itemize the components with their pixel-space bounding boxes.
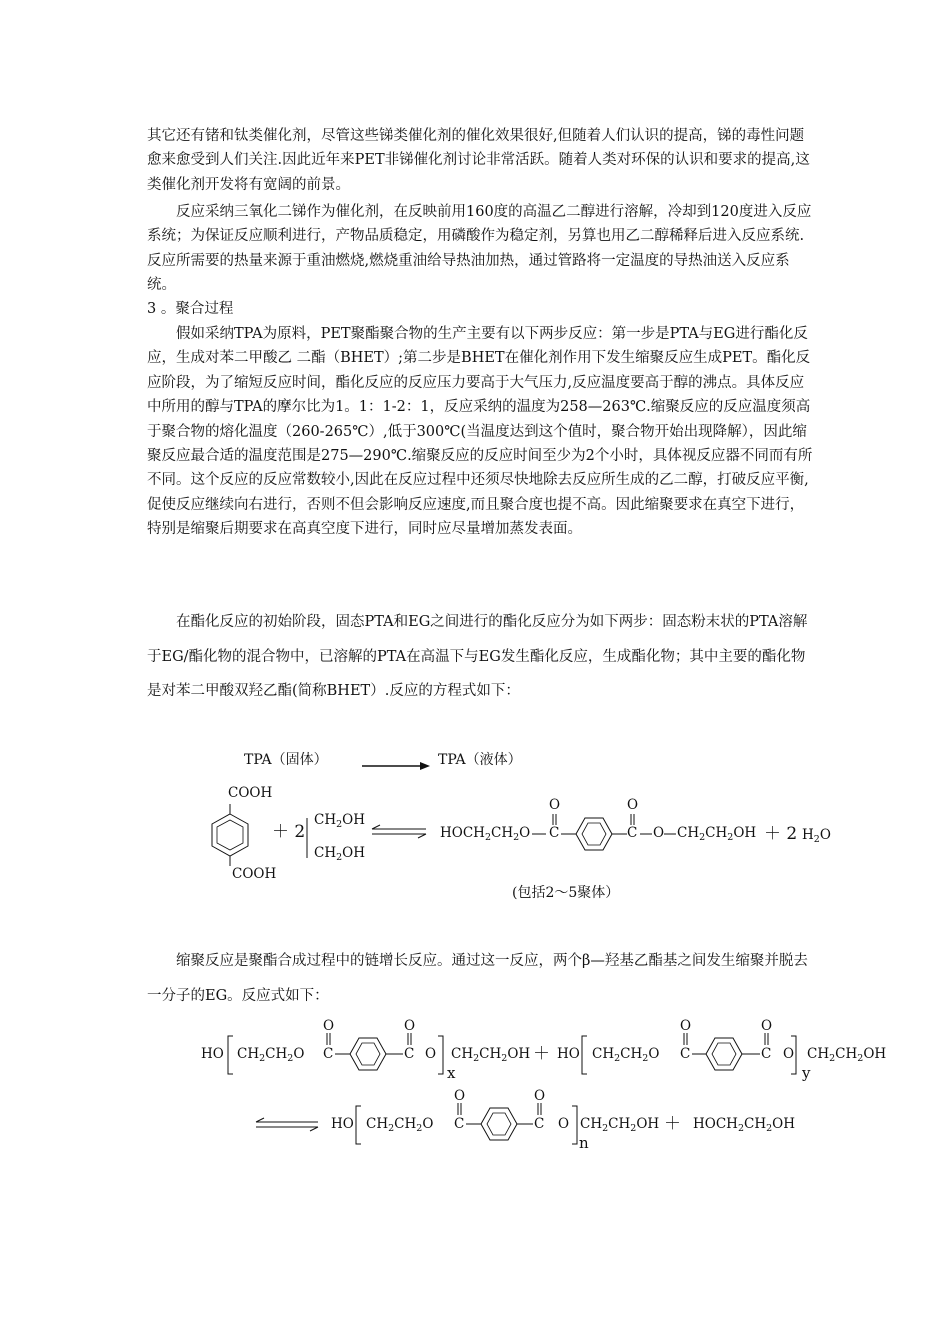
ester-oxygen-a: O <box>425 1046 437 1062</box>
carbonyl-oxygen-2: O <box>627 797 639 813</box>
carbonyl-oxygen-c1: O <box>454 1088 466 1104</box>
carbonyl-oxygen-1: O <box>549 797 561 813</box>
ester-oxygen: O <box>653 825 665 841</box>
ester-oxygen-c: O <box>558 1116 570 1132</box>
tpa-solid-label: TPA（固体） <box>244 752 328 768</box>
ethylene-glycol-product: $HOCH_2CH_2OH$ <box>693 1116 795 1134</box>
hydroxyl-end-a: HO <box>201 1046 224 1062</box>
repeat-index-y: y <box>802 1064 811 1082</box>
carbonyl-carbon-a1: C <box>323 1046 334 1062</box>
repeat-index-x: x <box>447 1064 456 1082</box>
plus-sign-1: ＋ <box>533 1044 550 1064</box>
section-heading-polymerization: 3 。聚合过程 <box>147 301 234 317</box>
carbonyl-carbon-2: C <box>627 825 638 841</box>
carbonyl-carbon-1: C <box>549 825 560 841</box>
carbonyl-oxygen-b1: O <box>680 1018 692 1034</box>
ethylene-segment-a: $CH_2CH_2O$ <box>237 1046 305 1064</box>
ethylene-segment-b: $CH_2CH_2O$ <box>592 1046 660 1064</box>
paragraph-catalyst-intro: 其它还有锗和钛类催化剂，尽管这些锑类催化剂的催化效果很好,但随着人们认识的提高，锑的毒性问题愈来愈受到人们关注.因此近年来PET非锑催化剂讨论非常活跃。随着人类对环保的认识和要求的提高,这类催化剂开发将有宽阔的前景。 <box>147 128 810 193</box>
hydroxyl-end-c: HO <box>331 1116 354 1132</box>
ethylene-glycol-top: $CH_2OH$ <box>314 812 365 830</box>
ethylene-glycol-bottom: $CH_2OH$ <box>314 845 365 863</box>
paragraph-esterification: 在酯化反应的初始阶段，固态PTA和EG之间进行的酯化反应分为如下两步：固态粉末状的PTA溶解于EG/酯化物的混合物中，已溶解的PTA在高温下与EG发生酯化反应，生成酯化物；其中主要的酯化物是对苯二甲酸双羟乙酯(简称BHET）.反应的方程式如下： <box>147 614 808 699</box>
paragraph-pet-reactions: 假如采纳TPA为原料，PET聚酯聚合物的生产主要有以下两步反应：第一步是PTA与EG进行酯化反应，生成对苯二甲酸乙 二酯（BHET）;第二步是BHET在催化剂作用下发生缩聚反应生成PET。酯化反应阶段，为了缩短反应时间，酯化反应的反应压力要高于大气压力,反应温度要高于醇的沸点。具体反应中所用的醇与TPA的摩尔比为1。1：1-2：1，反应采纳的温度为258—263℃.缩聚反应的反应温度须高于聚合物的熔化温度（260-265℃）,低于300℃(当温度达到这个值时，聚合物开始出现降解），因此缩聚反应最合适的温度范围是275—290℃.缩聚反应的反应时间至少为2个小时，具体视反应器不同而有所不同。这个反应的反应常数较小,因此在反应过程中还须尽快地除去反应所生成的乙二醇，打破反应平衡,促使反应继续向右进行，否则不但会影响反应速度,而且聚合度也提不高。因此缩聚要求在真空下进行，特别是缩聚后期要求在高真空度下进行，同时应尽量增加蒸发表面。 <box>147 326 813 538</box>
carbonyl-oxygen-a1: O <box>323 1018 335 1034</box>
hydroxyl-end-b: HO <box>557 1046 580 1062</box>
hydroxyethyl-tail-b: $CH_2CH_2OH$ <box>807 1046 887 1064</box>
carbonyl-oxygen-b2: O <box>761 1018 773 1034</box>
plus-two-label: ＋ 2 <box>272 822 306 842</box>
carbonyl-carbon-b1: C <box>680 1046 691 1062</box>
plus-two-water-coefficient: ＋ 2 <box>764 824 798 844</box>
carbonyl-carbon-b2: C <box>761 1046 772 1062</box>
paragraph-antimony-catalyst: 反应采纳三氧化二锑作为催化剂，在反映前用160度的高温乙二醇进行溶解，冷却到120度进入反应系统；为保证反应顺利进行，产物品质稳定，用磷酸作为稳定剂，另算也用乙二醇稀释后进入反应系统.反应所需要的热量来源于重油燃烧,燃烧重油给导热油加热，通过管路将一定温度的导热油送入反应系统。 <box>147 204 812 294</box>
carbonyl-carbon-c2: C <box>534 1116 545 1132</box>
repeat-index-n: n <box>579 1134 589 1152</box>
plus-sign-2: ＋ <box>664 1114 681 1134</box>
paragraph-polycondensation: 缩聚反应是聚酯合成过程中的链增长反应。通过这一反应，两个β—羟基乙酯基之间发生缩聚并脱去一分子的EG。反应式如下： <box>147 953 808 1004</box>
hydroxyethyl-tail-a: $CH_2CH_2OH$ <box>451 1046 531 1064</box>
bhet-right-group: $CH_2CH_2OH$ <box>677 825 757 843</box>
hydroxyethyl-tail-c: $CH_2CH_2OH$ <box>580 1116 660 1134</box>
carbonyl-carbon-c1: C <box>454 1116 465 1132</box>
cooh-top-label: COOH <box>228 785 273 801</box>
carbonyl-oxygen-c2: O <box>534 1088 546 1104</box>
water-label: $H_2O$ <box>802 827 831 845</box>
cooh-bottom-label: COOH <box>232 866 277 882</box>
carbonyl-oxygen-a2: O <box>404 1018 416 1034</box>
bhet-left-group: $HOCH_2CH_2O$ <box>440 825 531 843</box>
tpa-liquid-label: TPA（液体） <box>438 752 522 768</box>
oligomer-note: (包括2～5聚体） <box>512 885 620 901</box>
carbonyl-carbon-a2: C <box>404 1046 415 1062</box>
ester-oxygen-b: O <box>783 1046 795 1062</box>
ethylene-segment-c: $CH_2CH_2O$ <box>366 1116 434 1134</box>
